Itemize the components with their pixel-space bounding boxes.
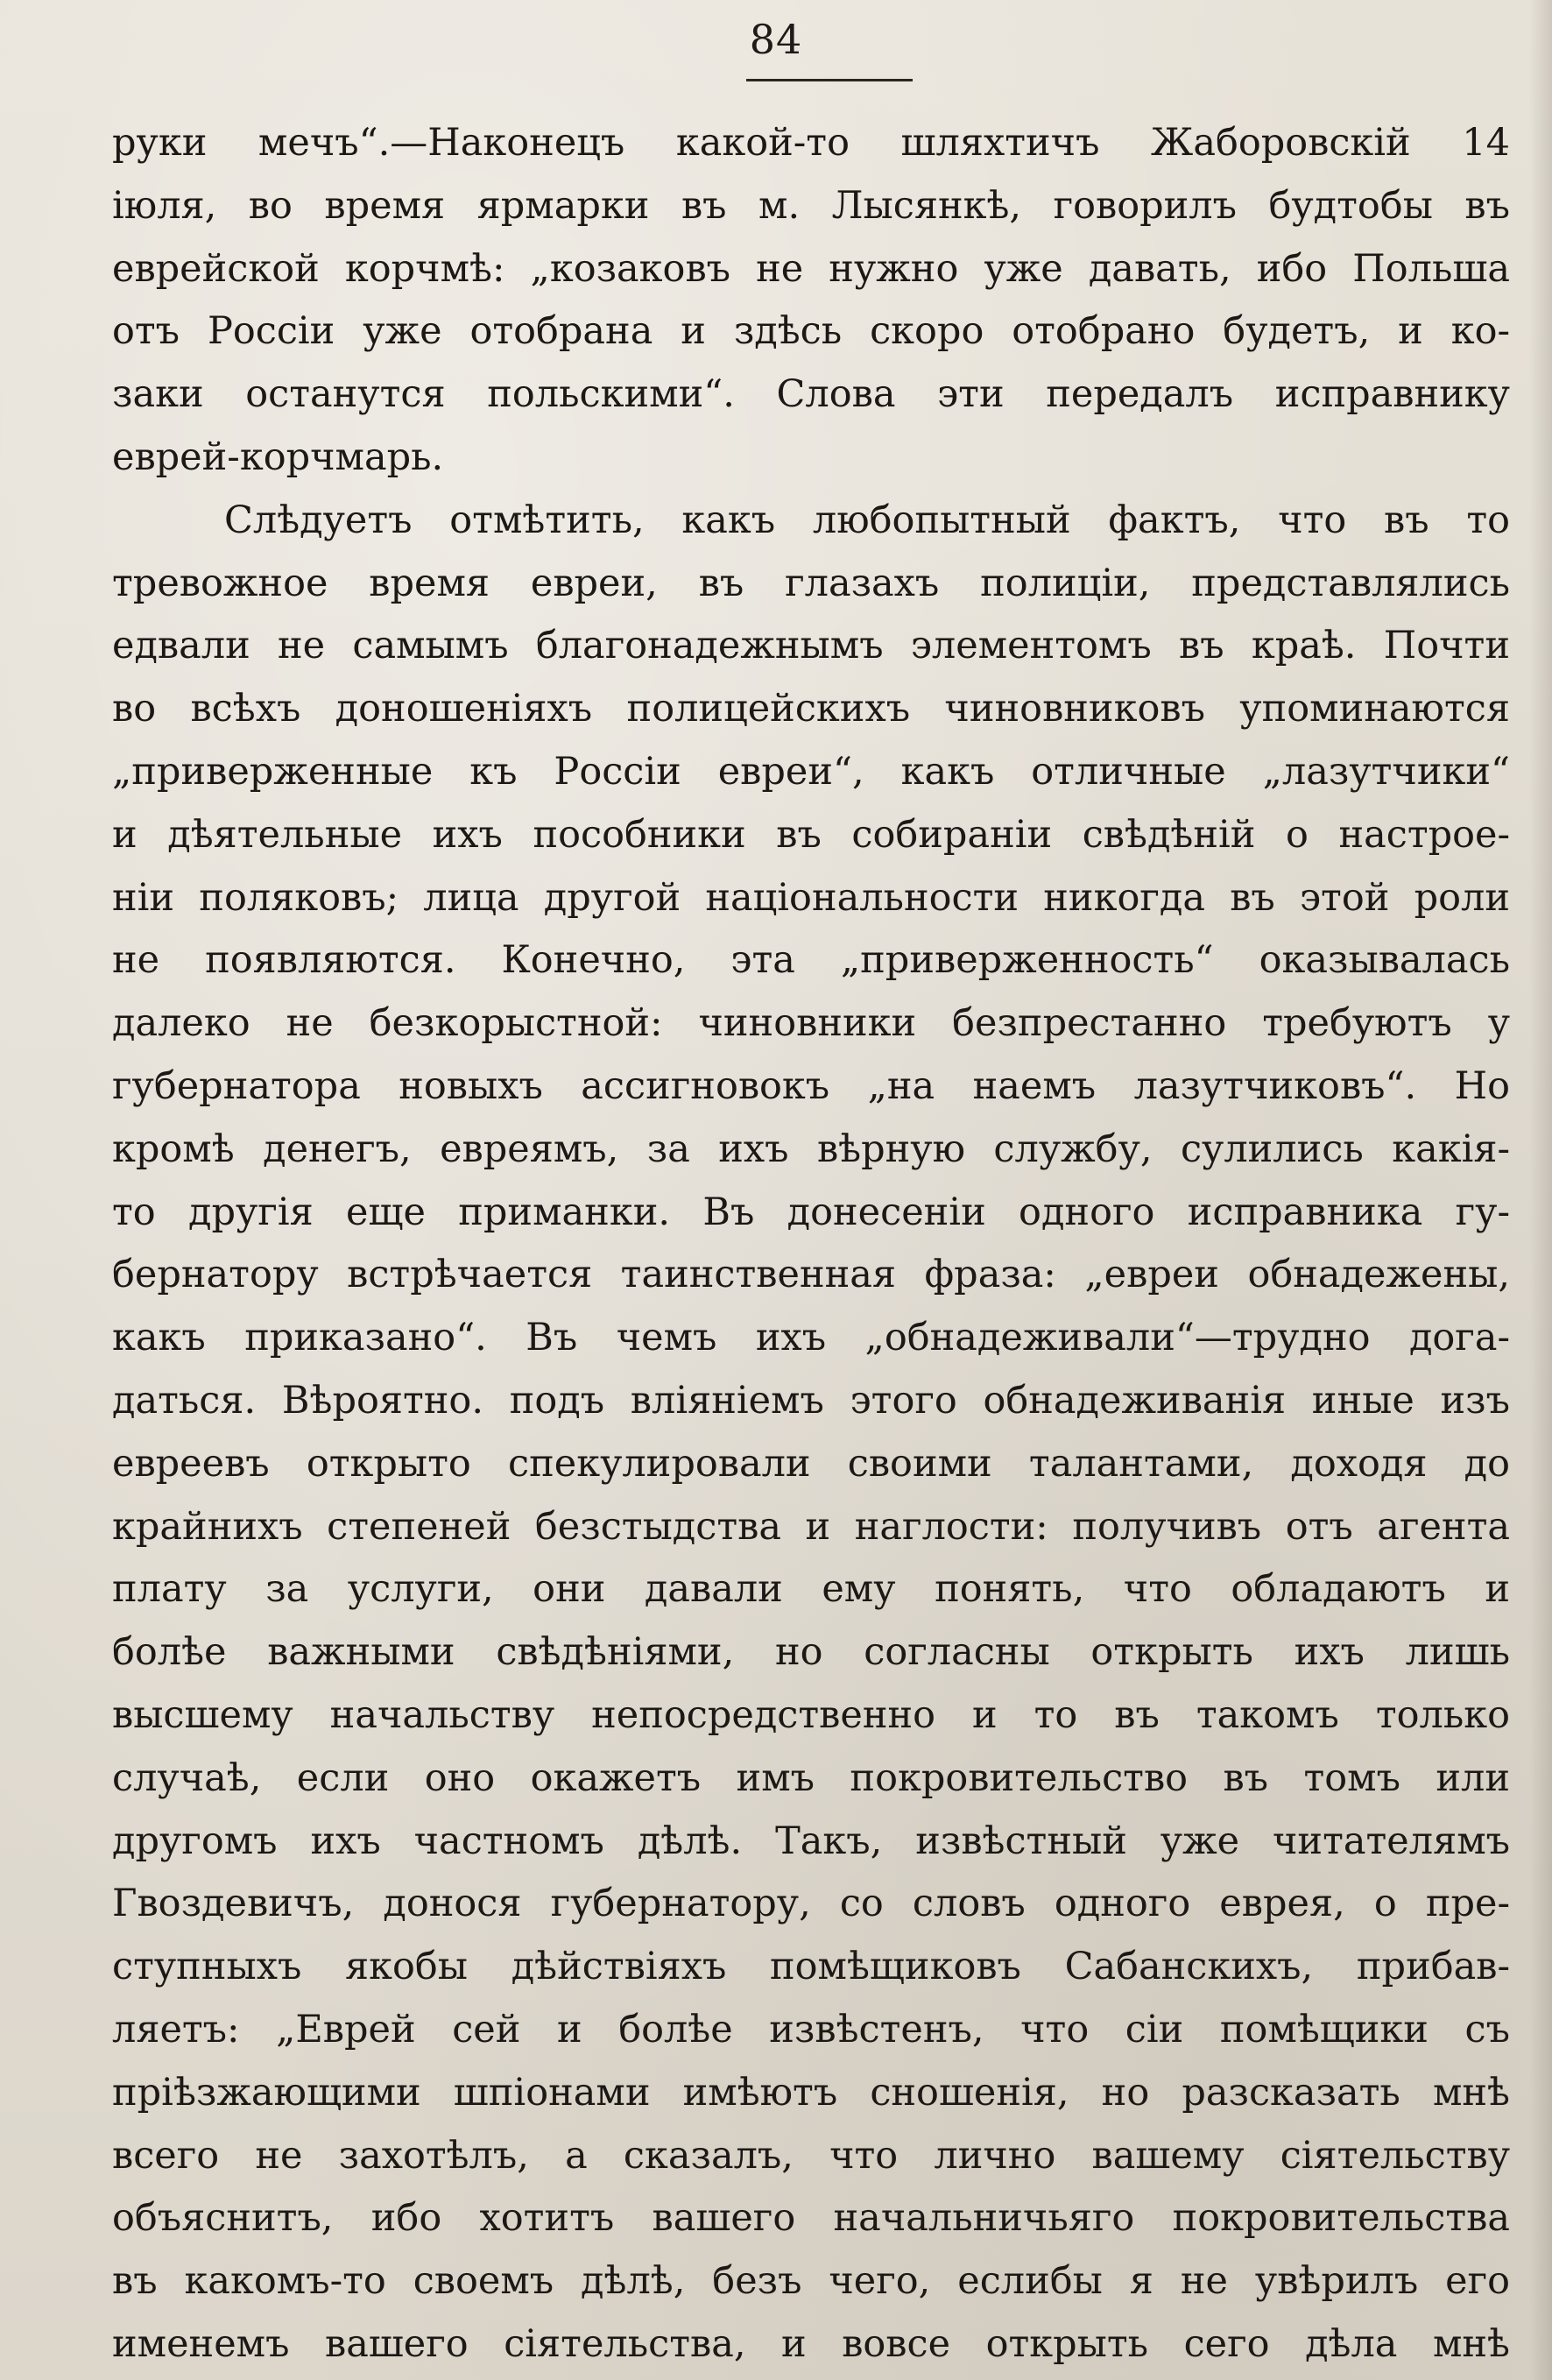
- page-number: 84: [749, 16, 803, 63]
- text-line: именемъ вашего сіятельства, и вовсе открыть сего дѣла мнѣ: [112, 2321, 1510, 2366]
- text-line: іюля, во время ярмарки въ м. Лысянкѣ, говорилъ будтобы въ: [112, 183, 1510, 228]
- text-line: и дѣятельные ихъ пособники въ собираніи свѣдѣній о настрое-: [112, 812, 1510, 857]
- text-line: другомъ ихъ частномъ дѣлѣ. Такъ, извѣстный уже читателямъ: [112, 1819, 1510, 1863]
- text-line: кромѣ денегъ, евреямъ, за ихъ вѣрную службу, сулились какія-: [112, 1126, 1510, 1171]
- text-line: еврей-корчмарь.: [112, 434, 444, 479]
- text-line: плату за услуги, они давали ему понять, что обладаютъ и: [112, 1567, 1510, 1612]
- text-line: крайнихъ степеней безстыдства и наглости: получивъ отъ агента: [112, 1504, 1510, 1549]
- text-line: болѣе важными свѣдѣніями, но согласны открыть ихъ лишь: [112, 1630, 1510, 1675]
- text-line: не появляются. Конечно, эта „приверженность“ оказывалась: [112, 938, 1510, 983]
- text-line: заки останутся польскими“. Слова эти передалъ исправнику: [112, 372, 1510, 417]
- text-line: руки мечъ“.—Наконецъ какой-то шляхтичъ Жаборовскій 14: [112, 121, 1510, 165]
- text-line: далеко не безкорыстной: чиновники безпрестанно требуютъ у: [112, 1001, 1510, 1046]
- text-line: Слѣдуетъ отмѣтить, какъ любопытный фактъ, что въ то: [224, 498, 1510, 542]
- text-body: [112, 112, 1510, 2376]
- text-line: отъ Россіи уже отобрана и здѣсь скоро отобрано будетъ, и ко-: [112, 309, 1510, 354]
- text-line: ніи поляковъ; лица другой національности никогда въ этой роли: [112, 875, 1510, 920]
- text-line: Гвоздевичъ, донося губернатору, со словъ одного еврея, о пре-: [112, 1882, 1510, 1926]
- text-line: всего не захотѣлъ, а сказалъ, что лично вашему сіятельству: [112, 2133, 1510, 2178]
- text-line: евреевъ открыто спекулировали своими талантами, доходя до: [112, 1441, 1510, 1486]
- text-line: тревожное время евреи, въ глазахъ полиціи, представлялись: [112, 561, 1510, 605]
- text-line: случаѣ, если оно окажетъ имъ покровительство въ томъ или: [112, 1755, 1510, 1800]
- text-line: бернатору встрѣчается таинственная фраза: „евреи обнадежены,: [112, 1253, 1510, 1297]
- text-line: ляетъ: „Еврей сей и болѣе извѣстенъ, что сіи помѣщики съ: [112, 2007, 1510, 2052]
- header-rule: [746, 79, 913, 81]
- text-line: еврейской корчмѣ: „козаковъ не нужно уже давать, ибо Польша: [112, 246, 1510, 291]
- text-line: ступныхъ якобы дѣйствіяхъ помѣщиковъ Сабанскихъ, прибав-: [112, 1945, 1510, 1989]
- text-line: то другія еще приманки. Въ донесеніи одного исправника гу-: [112, 1190, 1510, 1234]
- text-line: во всѣхъ доношеніяхъ полицейскихъ чиновниковъ упоминаются: [112, 687, 1510, 731]
- text-line: пріѣзжающими шпіонами имѣютъ сношенія, но разсказать мнѣ: [112, 2070, 1510, 2115]
- text-line: объяснитъ, ибо хотитъ вашего начальничьяго покровительства: [112, 2196, 1510, 2241]
- text-line: губернатора новыхъ ассигновокъ „на наемъ лазутчиковъ“. Но: [112, 1063, 1510, 1108]
- text-line: едвали не самымъ благонадежнымъ элементомъ въ краѣ. Почти: [112, 624, 1510, 668]
- text-line: даться. Вѣроятно. подъ вліяніемъ этого обнадеживанія иные изъ: [112, 1378, 1510, 1423]
- text-line: въ какомъ-то своемъ дѣлѣ, безъ чего, еслибы я не увѣрилъ его: [112, 2259, 1510, 2304]
- text-line: „приверженные къ Россіи евреи“, какъ отличные „лазутчики“: [112, 749, 1510, 794]
- text-line: высшему начальству непосредственно и то въ такомъ только: [112, 1692, 1510, 1737]
- text-line: какъ приказано“. Въ чемъ ихъ „обнадеживали“—трудно дога-: [112, 1316, 1510, 1360]
